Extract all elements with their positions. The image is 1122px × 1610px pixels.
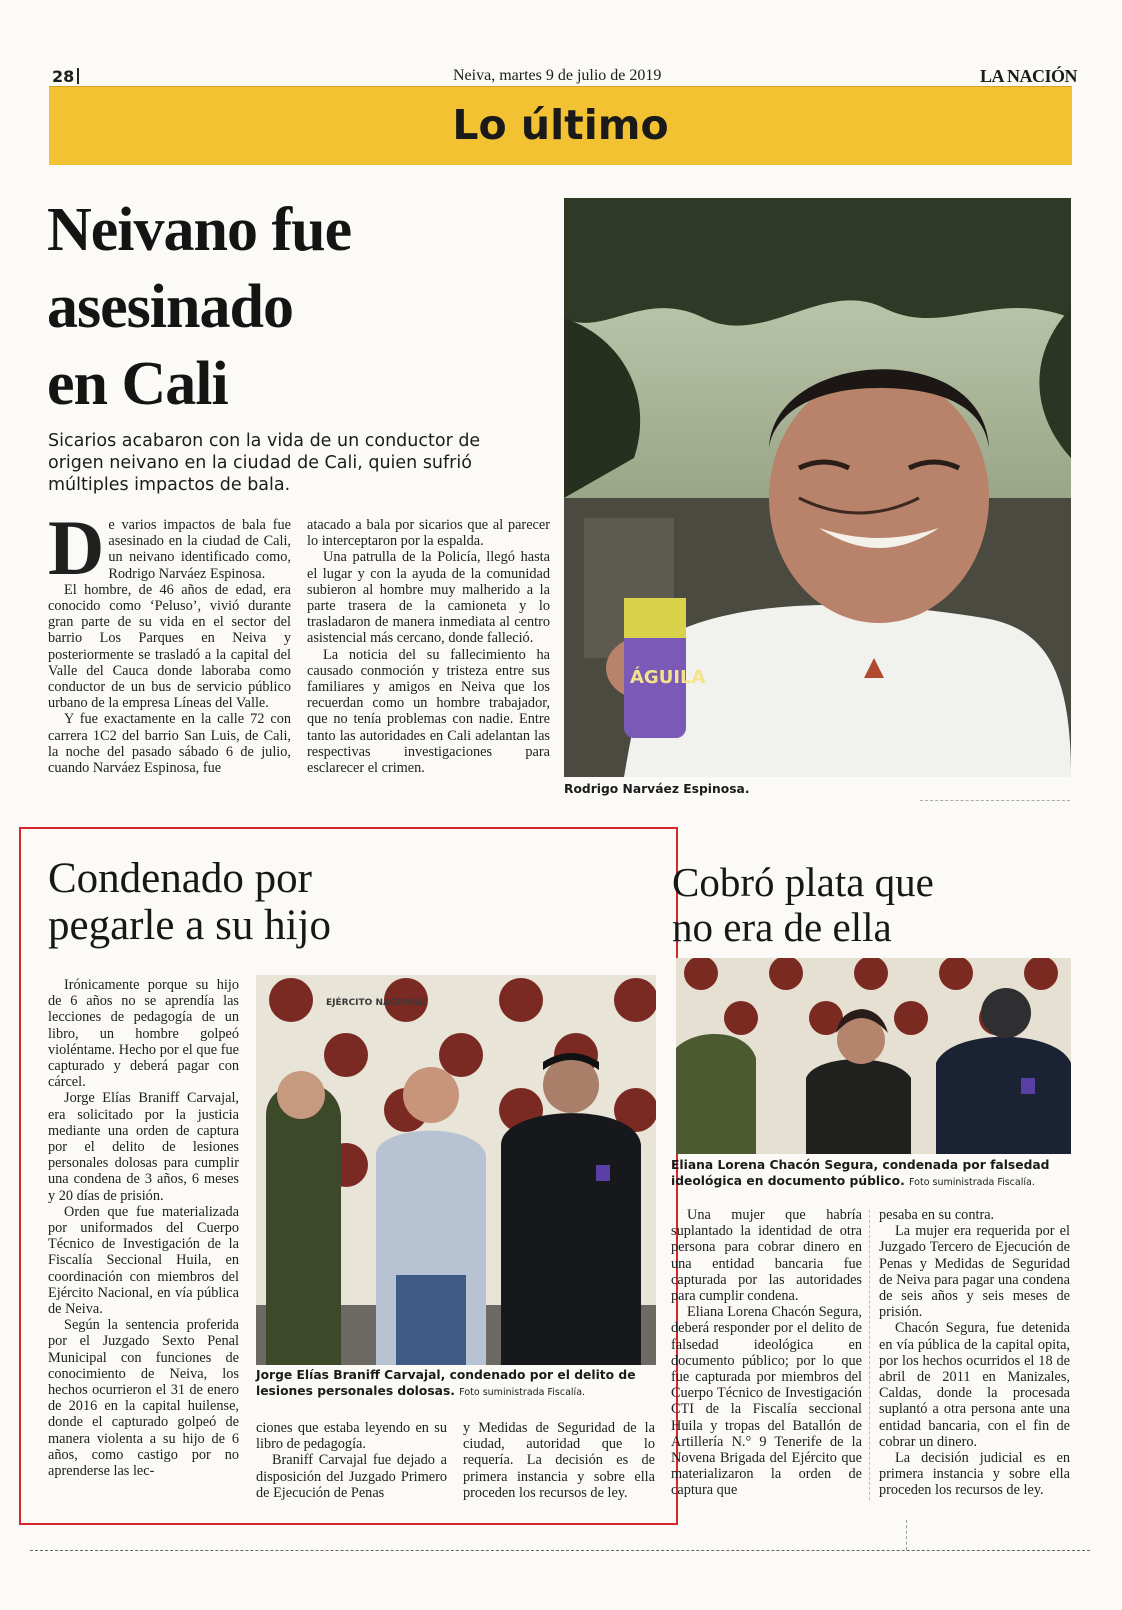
dateline: Neiva, martes 9 de julio de 2019 <box>453 67 662 84</box>
story1-paragraph: atacado a bala por sicarios que al parecer lo interceptaron por la espalda. <box>307 517 550 550</box>
story3-paragraph: La decisión judicial es en primera instancia y sobre ella proceden los recursos de ley. <box>879 1450 1070 1499</box>
page-bottom-rule <box>30 1550 1090 1551</box>
dropcap: D <box>48 504 105 591</box>
story2-paragraph: Según la sentencia proferida por el Juzgado Sexto Penal Municipal con funciones de conocimiento de Neiva, los hechos ocurrieron el 31 de enero de 2016 en la capital huilense, donde el capturado golpeó de manera violenta a su hijo de 6 años, como castigo por no aprenderse las lec- <box>48 1317 239 1480</box>
story1-paragraph: Y fue exactamente en la calle 72 con carrera 1C2 del barrio San Luis, de Cali, la noche del pasado sábado 6 de julio, cuando Narváez Espinosa, fue <box>48 711 291 777</box>
column-rule <box>869 1210 870 1500</box>
story2-paragraph: Braniff Carvajal fue dejado a disposición del Juzgado Primero de Ejecución de Penas <box>256 1452 447 1501</box>
story1-photo <box>564 198 1071 777</box>
page-number-rule <box>77 68 79 84</box>
section-divider <box>920 800 1070 802</box>
story1-col2 <box>307 517 550 776</box>
story2-col1 <box>48 977 239 1479</box>
story3-caption-text: Eliana Lorena Chacón Segura, condenada por falsedad ideológica en documento público. <box>671 1158 1050 1188</box>
story2-paragraph: Irónicamente porque su hijo de 6 años no se aprendía las lecciones de pedagogía de un libro, un hombre golpeó violéntame. Hecho por el que fue capturado y deberá pagar con cárcel. <box>48 977 239 1091</box>
story3-paragraph: Chacón Segura, fue detenida en vía pública de la capital opita, por los hechos ocurridos el 18 de abril de 2011 en Manizales, Caldas, donde la procesada suplantó a otra persona ante una entidad bancaria, con el fin de cobrar un dinero. <box>879 1320 1070 1450</box>
story1-headline <box>47 192 547 423</box>
story1-paragraph: Una patrulla de la Policía, llegó hasta el lugar y con la ayuda de la comunidad subieron al hombre muy malherido a la parte trasera de la camioneta y lo trasladaron de manera inmediata al centro asistencial más cercano, donde falleció. <box>307 549 550 647</box>
story3-paragraph: La mujer era requerida por el Juzgado Tercero de Ejecución de Penas y Medidas de Seguridad de Neiva para pagar una condena de seis años y seis meses de prisión. <box>879 1223 1070 1321</box>
story2-photo-caption <box>256 1368 656 1400</box>
story2-photo-illustration <box>256 975 656 1365</box>
story1-paragraph: La noticia del su fallecimiento ha causado conmoción y tristeza entre sus familiares y amigos en Neiva que los recuerdan como un hombre trabajador, que no tenía problemas con nadie. Entre tanto las autoridades en Cali adelantan las respectivas investigaciones para esclarecer el crimen. <box>307 646 550 777</box>
story3-paragraph: pesaba en su contra. <box>879 1207 995 1223</box>
story2-headline-line: Condenado por <box>48 855 312 902</box>
story2-col2 <box>256 1420 447 1501</box>
story3-photo-caption <box>671 1158 1075 1190</box>
fold-mark <box>906 1520 907 1550</box>
masthead-logo: LA NACIÓN <box>980 66 1078 86</box>
story3-paragraph: Eliana Lorena Chacón Segura, deberá responder por el delito de falsedad ideológica en documento público; por lo que fue capturada por miembros del Cuerpo Técnico de Investigación CTI de la Fiscalía seccional Huila y tropas del Batallón de Artillería N.° 9 Tenerife de la Novena Brigada del Ejército que materializaron la orden de captura que <box>671 1304 862 1499</box>
story2-photo-credit: Foto suministrada Fiscalía. <box>459 1386 586 1398</box>
story1-col1 <box>48 504 291 777</box>
story3-headline-line: Cobró plata que <box>672 859 934 905</box>
story1-paragraph: El hombre, de 46 años de edad, era conocido como ‘Peluso’, vivió durante gran parte de su vida en el sector del barrio Los Parques en Neiva y posteriormente se trasladó a la capital del Valle del Cauca donde laboraba como conductor de un bus de servicio público urbano de la empresa Líneas del Valle. <box>48 581 291 712</box>
story1-headline-line: Neivano fue <box>47 196 352 264</box>
story2-paragraph: Orden que fue materializada por uniformados del Cuerpo Técnico de Investigación de la Fiscalía Seccional Huila, en coordinación con miembros del Ejército Nacional, en vía pública de Neiva. <box>48 1203 239 1318</box>
story3-headline <box>672 860 1072 950</box>
story1-headline-line: asesinado <box>47 273 293 341</box>
story3-paragraph: Una mujer que habría suplantado la identidad de otra persona para cobrar dinero en una entidad bancaria fue capturada por las autoridades para cumplir condena. <box>671 1207 862 1305</box>
story1-photo-illustration <box>564 198 1071 777</box>
story3-photo-illustration <box>676 958 1071 1154</box>
story1-deck: Sicarios acabaron con la vida de un conductor de origen neivano en la ciudad de Cali, quien sufrió múltiples impactos de bala. <box>48 431 481 495</box>
backdrop-text: EJÉRCITO NACIONAL <box>326 998 428 1008</box>
section-title: Lo último <box>452 101 669 149</box>
section-banner <box>49 86 1072 165</box>
story3-col1 <box>671 1207 862 1499</box>
story2-headline-line: pegarle a su hijo <box>48 902 331 949</box>
page-number: 28 <box>52 67 75 86</box>
story1-paragraph: e varios impactos de bala fue asesinado en la ciudad de Cali, un neivano identificado como, Rodrigo Narváez Espinosa. <box>108 517 291 582</box>
story3-col2 <box>879 1207 1070 1499</box>
story2-paragraph: Jorge Elías Braniff Carvajal, era solicitado por la justicia mediante una orden de captura por el delito de lesiones personales dolosas para cumplir una condena de 3 años, 6 meses y 20 días de prisión. <box>48 1090 239 1204</box>
story2-col3 <box>463 1420 655 1501</box>
story3-photo-credit: Foto suministrada Fiscalía. <box>909 1176 1035 1188</box>
story2-headline <box>48 855 648 949</box>
story2-photo <box>256 975 656 1365</box>
story2-caption-text: Jorge Elías Braniff Carvajal, condenado por el delito de lesiones personales dolosas. <box>256 1368 636 1398</box>
story2-paragraph: ciones que estaba leyendo en su libro de pedagogía. <box>256 1420 447 1453</box>
story1-photo-caption: Rodrigo Narváez Espinosa. <box>564 782 750 796</box>
story3-photo <box>676 958 1071 1154</box>
story2-paragraph: y Medidas de Seguridad de la ciudad, autoridad que lo requería. La decisión es de primera instancia y sobre ella proceden los recursos de ley. <box>463 1420 655 1501</box>
story3-headline-line: no era de ella <box>672 904 892 950</box>
story1-headline-line: en Cali <box>47 350 228 418</box>
can-label: ÁGUILA <box>630 667 706 688</box>
